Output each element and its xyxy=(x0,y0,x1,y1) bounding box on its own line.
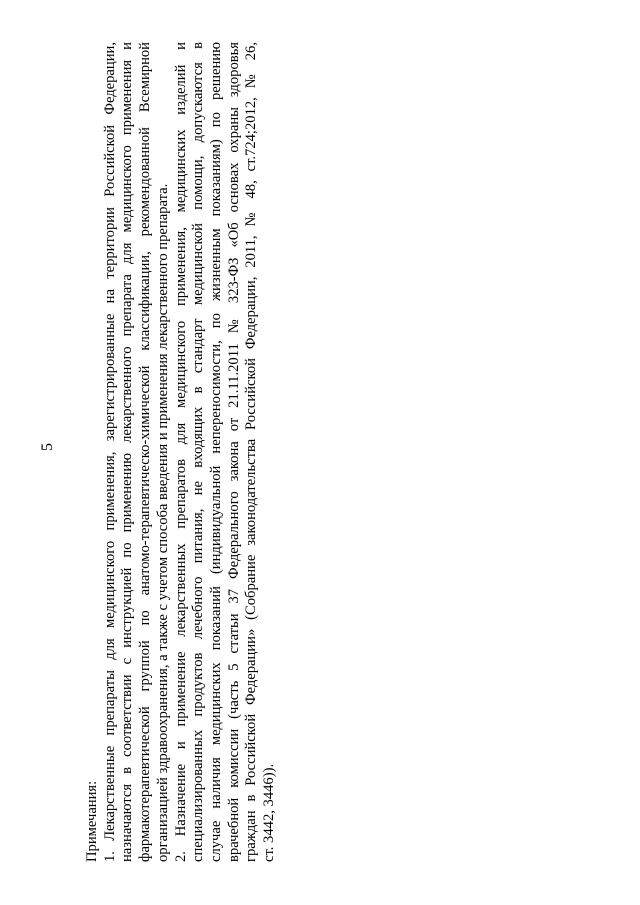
note-2-line-3: случае наличия медицинских показаний (индивидуальной непереносимости, по жизненным показаниям) по решению xyxy=(207,42,224,862)
note-1-line-4: организацией здравоохранения, а также с учетом способа введения и применения лекарственного препарата. xyxy=(154,183,171,862)
page-number: 5 xyxy=(39,443,56,451)
notes-section xyxy=(84,42,279,862)
note-2-line-6: ст. 3442, 3446)). xyxy=(261,763,278,862)
note-2-line-5: граждан в Российской Федерации» (Собрание законодательства Российской Федерации, 2011, № 48, ст.724;2012, № 26, xyxy=(243,42,260,862)
notes-heading: Примечания: xyxy=(84,780,100,862)
note-1-line-1: 1. Лекарственные препараты для медицинского применения, зарегистрированные на территории Российской Федерации, xyxy=(101,42,118,862)
note-2-line-4: врачебной комиссии (часть 5 статьи 37 Федерального закона от 21.11.2011 № 323-ФЗ «Об основах охраны здоровья xyxy=(225,42,242,862)
note-2-line-1: 2. Назначение и применение лекарственных препаратов для медицинского применения, медицинских изделий и xyxy=(172,42,189,862)
note-2-line-2: специализированных продуктов лечебного питания, не входящих в стандарт медицинской помощи, допускаются в xyxy=(190,42,207,862)
note-1-line-2: назначаются в соответствии с инструкцией по применению лекарственного препарата для медицинского применения и xyxy=(119,42,136,862)
note-1-line-3: фармакотерапевтической группой по анатомо-терапевтическо-химической классификации, рекомендованной Всемирной xyxy=(137,42,154,862)
rotated-page xyxy=(38,32,598,862)
